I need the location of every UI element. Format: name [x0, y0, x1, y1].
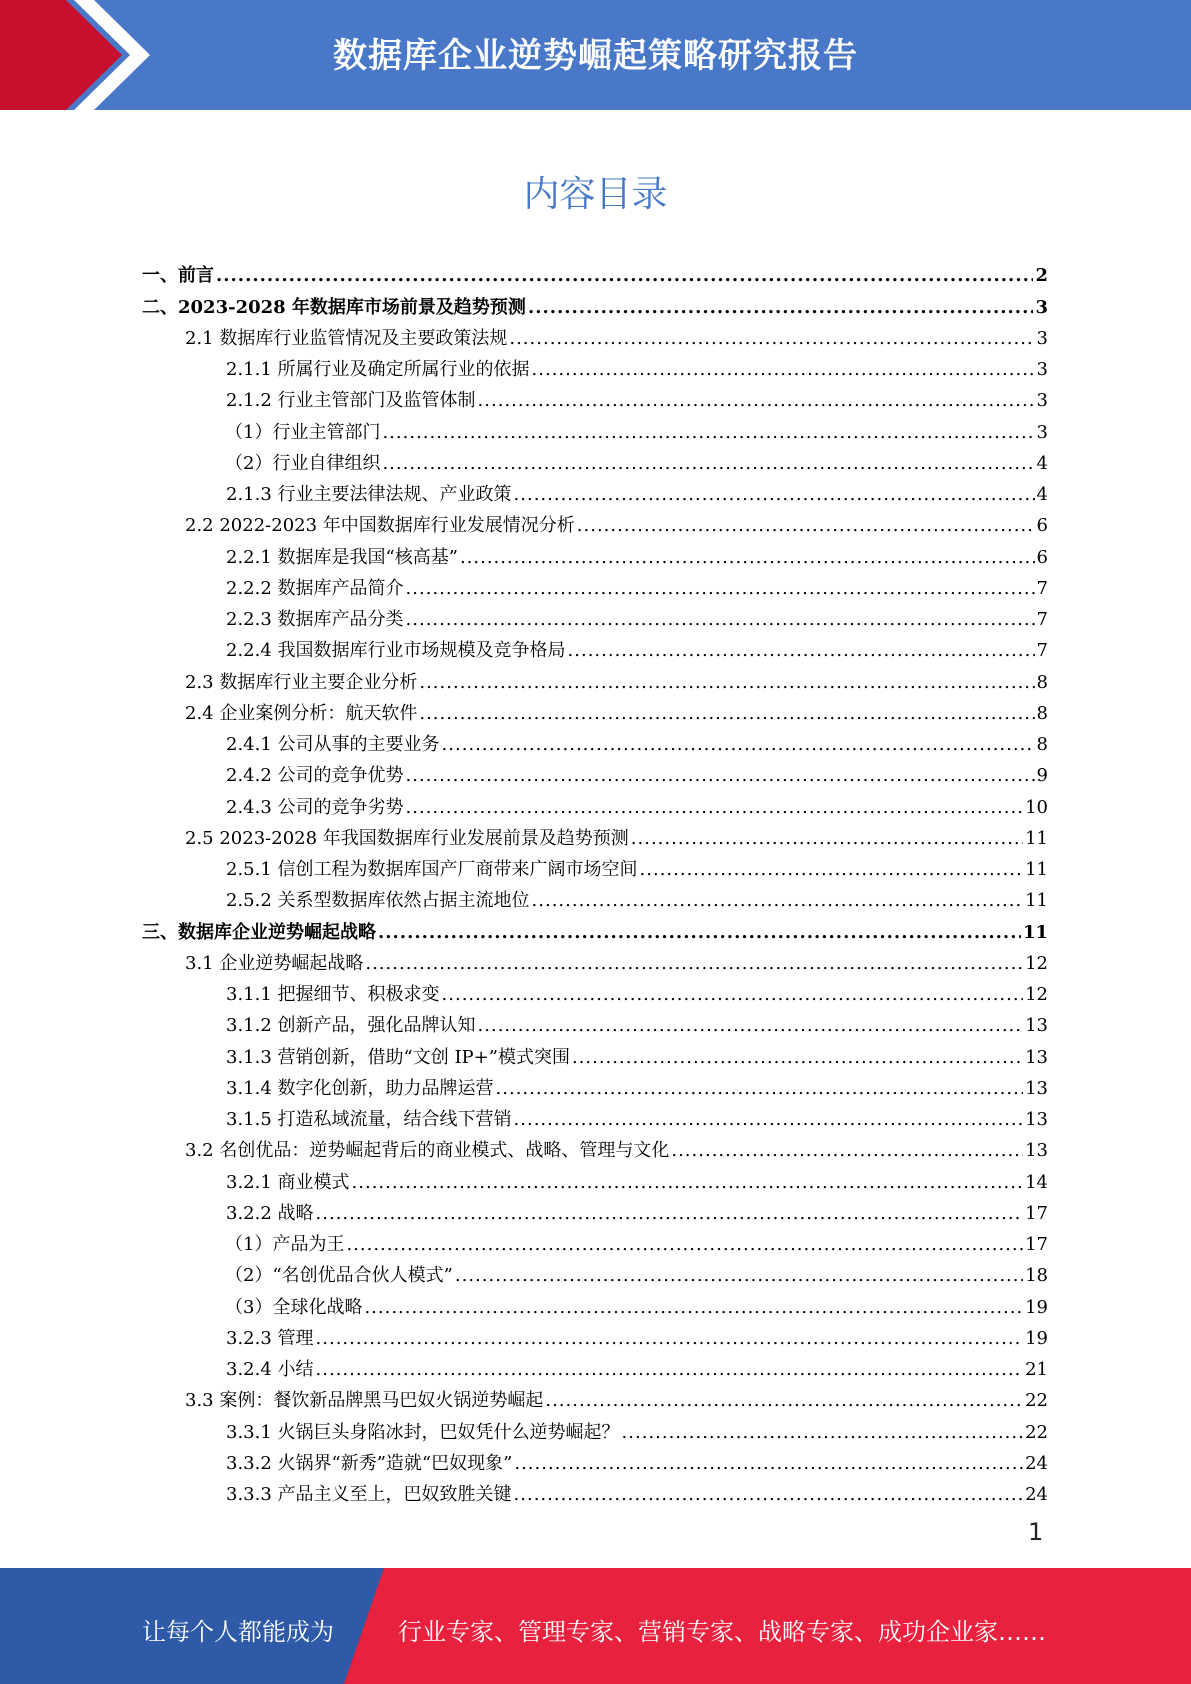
- toc-entry-label: （2）行业自律组织: [225, 452, 381, 474]
- toc-entry-page: 4: [1036, 484, 1048, 505]
- toc-entry-label: 3.2 名创优品：逆势崛起背后的商业模式、战略、管理与文化: [185, 1140, 670, 1162]
- toc-leader-dots: [406, 578, 1035, 600]
- toc-entry-page: 8: [1036, 734, 1048, 755]
- toc-entry-label: 3.1.3 营销创新，借助“文创 IP+”模式突围: [226, 1046, 570, 1068]
- toc-entry-label: 2.1.3 行业主要法律法规、产业政策: [226, 484, 512, 505]
- toc-entry[interactable]: [142, 1475, 1048, 1506]
- footer-slogan-right: 行业专家、管理专家、营销专家、战略专家、成功企业家……: [398, 1618, 1046, 1646]
- toc-leader-dots: [577, 515, 1035, 537]
- toc-entry-label: 一、前言: [142, 265, 214, 287]
- toc-leader-dots: [442, 984, 1024, 1006]
- toc-entry-page: 7: [1036, 577, 1048, 599]
- toc-entry-label: 3.3.3 产品主义至上，巴奴致胜关键: [226, 1484, 512, 1505]
- toc-entry[interactable]: [142, 1350, 1048, 1381]
- toc-leader-dots: [316, 1359, 1024, 1381]
- toc-entry-label: （1）行业主管部门: [225, 421, 381, 443]
- toc-leader-dots: [514, 484, 1035, 506]
- toc-entry-label: 2.1 数据库行业监管情况及主要政策法规: [185, 327, 508, 349]
- toc-entry[interactable]: [142, 881, 1048, 912]
- toc-leader-dots: [478, 390, 1035, 412]
- toc-leader-dots: [572, 1047, 1023, 1069]
- toc-leader-dots: [216, 265, 1033, 287]
- toc-entry-label: 2.2 2022-2023 年中国数据库行业发展情况分析: [185, 515, 575, 537]
- toc-leader-dots: [419, 703, 1034, 725]
- toc-entry-label: 3.1.1 把握细节、积极求变: [226, 984, 440, 1005]
- toc-entry[interactable]: [142, 725, 1048, 756]
- toc-entry[interactable]: [142, 756, 1048, 787]
- toc-entry-label: 2.4.2 公司的竞争优势: [226, 765, 404, 787]
- toc-entry-page: 17: [1025, 1202, 1048, 1224]
- toc-entry[interactable]: [142, 256, 1048, 287]
- toc-leader-dots: [316, 1203, 1024, 1225]
- toc-entry[interactable]: [142, 506, 1048, 537]
- toc-entry[interactable]: [142, 1006, 1048, 1037]
- toc-entry-page: 8: [1036, 671, 1048, 693]
- toc-entry-label: 2.4.1 公司从事的主要业务: [226, 734, 440, 755]
- toc-entry-page: 4: [1036, 452, 1048, 474]
- toc-entry-label: 2.5.2 关系型数据库依然占据主流地位: [226, 890, 530, 912]
- toc-leader-dots: [514, 1484, 1024, 1506]
- toc-entry-label: 2.2.4 我国数据库行业市场规模及竞争格局: [226, 640, 566, 662]
- toc-entry-label: 3.3.2 火锅界“新秀”造就“巴奴现象”: [226, 1452, 513, 1474]
- toc-entry-page: 19: [1025, 1327, 1048, 1349]
- toc-entry[interactable]: [142, 569, 1048, 600]
- toc-entry[interactable]: [142, 350, 1048, 381]
- toc-entry[interactable]: [142, 912, 1048, 943]
- toc-entry-page: 3: [1036, 327, 1048, 349]
- toc-entry-page: 11: [1022, 921, 1048, 943]
- toc-entry-page: 13: [1025, 1140, 1048, 1162]
- toc-entry-page: 6: [1036, 546, 1048, 568]
- toc-entry[interactable]: [142, 819, 1048, 850]
- toc-entry-label: 2.5 2023-2028 年我国数据库行业发展前景及趋势预测: [185, 827, 629, 849]
- toc-leader-dots: [509, 328, 1034, 350]
- toc-entry-page: 11: [1025, 859, 1048, 880]
- toc-leader-dots: [568, 640, 1035, 662]
- toc-leader-dots: [406, 797, 1024, 819]
- toc-entry[interactable]: [142, 537, 1048, 568]
- table-of-contents: [142, 256, 1048, 1506]
- toc-entry[interactable]: [142, 787, 1048, 818]
- toc-leader-dots: [382, 422, 1034, 444]
- toc-leader-dots: [622, 1422, 1024, 1444]
- toc-entry-page: 18: [1025, 1265, 1048, 1287]
- toc-entry-label: 2.2.2 数据库产品简介: [226, 577, 404, 599]
- toc-leader-dots: [528, 297, 1034, 319]
- toc-entry-label: 2.3 数据库行业主要企业分析: [185, 671, 418, 693]
- toc-entry-label: 3.3.1 火锅巨头身陷冰封，巴奴凭什么逆势崛起？: [226, 1421, 620, 1443]
- toc-entry-page: 3: [1035, 296, 1048, 318]
- toc-leader-dots: [631, 828, 1023, 850]
- toc-entry-label: 2.1.2 行业主管部门及监管体制: [226, 390, 476, 412]
- toc-leader-dots: [532, 890, 1024, 912]
- toc-entry[interactable]: [142, 1225, 1048, 1256]
- toc-entry-label: 三、数据库企业逆势崛起战略: [142, 921, 376, 943]
- toc-entry[interactable]: [142, 412, 1048, 443]
- toc-entry[interactable]: [142, 1319, 1048, 1350]
- toc-entry-label: 2.5.1 信创工程为数据库国产厂商带来广阔市场空间: [226, 859, 638, 880]
- toc-entry[interactable]: [142, 694, 1048, 725]
- toc-entry[interactable]: [142, 381, 1048, 412]
- toc-entry-page: 10: [1025, 796, 1048, 818]
- toc-leader-dots: [346, 1234, 1023, 1256]
- toc-entry-page: 14: [1025, 1171, 1048, 1193]
- toc-entry-label: （1）产品为王: [225, 1234, 345, 1255]
- page-footer: [0, 1568, 1191, 1684]
- toc-entry-label: 3.1.5 打造私域流量，结合线下营销: [226, 1109, 512, 1130]
- toc-entry-label: 3.2.1 商业模式: [226, 1171, 350, 1193]
- toc-entry-page: 6: [1036, 515, 1048, 537]
- toc-entry-page: 3: [1036, 390, 1048, 412]
- toc-entry-page: 21: [1025, 1359, 1048, 1380]
- toc-leader-dots: [532, 359, 1035, 381]
- toc-entry-page: 7: [1036, 640, 1048, 662]
- toc-entry-label: 3.1.2 创新产品，强化品牌认知: [226, 1015, 476, 1037]
- toc-entry-label: 2.4.3 公司的竞争劣势: [226, 796, 404, 818]
- page-header: [0, 0, 1191, 110]
- toc-entry-page: 17: [1025, 1234, 1048, 1255]
- toc-entry[interactable]: [142, 1412, 1048, 1443]
- toc-leader-dots: [364, 1297, 1023, 1319]
- toc-entry-label: 3.3 案例：餐饮新品牌黑马巴奴火锅逆势崛起: [185, 1390, 544, 1412]
- toc-entry-page: 22: [1025, 1390, 1048, 1412]
- toc-entry-page: 13: [1025, 1046, 1048, 1068]
- toc-entry-page: 11: [1025, 827, 1048, 849]
- toc-entry-page: 2: [1035, 265, 1048, 287]
- footer-slogan-left: 让每个人都能成为: [142, 1618, 334, 1646]
- header-title: 数据库企业逆势崛起策略研究报告: [333, 36, 858, 76]
- toc-leader-dots: [382, 453, 1034, 475]
- toc-entry-page: 24: [1025, 1452, 1048, 1474]
- toc-entry[interactable]: [142, 1069, 1048, 1100]
- toc-leader-dots: [406, 765, 1035, 787]
- toc-entry-page: 13: [1025, 1015, 1048, 1037]
- toc-entry-page: 13: [1025, 1077, 1048, 1099]
- toc-entry[interactable]: [142, 1162, 1048, 1193]
- toc-entry-page: 13: [1025, 1109, 1048, 1130]
- toc-leader-dots: [419, 672, 1034, 694]
- toc-entry[interactable]: [142, 475, 1048, 506]
- toc-entry-page: 3: [1036, 359, 1048, 380]
- toc-entry[interactable]: [142, 287, 1048, 318]
- toc-entry-label: 2.4 企业案例分析：航天软件: [185, 702, 418, 724]
- toc-leader-dots: [352, 1172, 1024, 1194]
- toc-entry-page: 3: [1036, 421, 1048, 443]
- toc-entry-page: 11: [1025, 890, 1048, 912]
- toc-entry-label: 3.2.2 战略: [226, 1202, 314, 1224]
- toc-entry-page: 8: [1036, 702, 1048, 724]
- toc-entry[interactable]: [142, 1256, 1048, 1287]
- toc-leader-dots: [640, 859, 1024, 881]
- toc-entry-page: 22: [1025, 1421, 1048, 1443]
- toc-entry-label: （2）“名创优品合伙人模式”: [225, 1265, 453, 1287]
- toc-entry[interactable]: [142, 975, 1048, 1006]
- toc-entry-label: 3.1 企业逆势崛起战略: [185, 952, 364, 974]
- toc-entry-label: 2.2.1 数据库是我国“核高基”: [226, 546, 458, 568]
- toc-leader-dots: [460, 547, 1035, 569]
- toc-entry-label: 3.1.4 数字化创新，助力品牌运营: [226, 1077, 494, 1099]
- toc-leader-dots: [442, 734, 1035, 756]
- toc-leader-dots: [406, 609, 1035, 631]
- toc-entry[interactable]: [142, 631, 1048, 662]
- toc-entry-label: 2.1.1 所属行业及确定所属行业的依据: [226, 359, 530, 380]
- toc-entry-page: 9: [1036, 765, 1048, 787]
- toc-entry[interactable]: [142, 600, 1048, 631]
- toc-entry[interactable]: [142, 444, 1048, 475]
- toc-entry-label: 3.2.3 管理: [226, 1327, 314, 1349]
- toc-entry-page: 7: [1036, 609, 1048, 630]
- toc-entry-label: 二、2023-2028 年数据库市场前景及趋势预测: [142, 296, 526, 318]
- toc-entry-page: 12: [1025, 984, 1048, 1005]
- toc-leader-dots: [671, 1140, 1023, 1162]
- toc-entry[interactable]: [142, 1131, 1048, 1162]
- toc-leader-dots: [378, 922, 1021, 944]
- toc-leader-dots: [365, 953, 1023, 975]
- toc-entry[interactable]: [142, 1287, 1048, 1318]
- toc-entry-label: 3.2.4 小结: [226, 1359, 314, 1380]
- toc-entry[interactable]: [142, 1100, 1048, 1131]
- toc-leader-dots: [478, 1015, 1024, 1037]
- toc-entry[interactable]: [142, 850, 1048, 881]
- toc-entry-page: 19: [1025, 1296, 1048, 1318]
- toc-entry-label: （3）全球化战略: [225, 1296, 363, 1318]
- toc-leader-dots: [514, 1453, 1023, 1475]
- toc-leader-dots: [455, 1265, 1023, 1287]
- toc-entry[interactable]: [142, 319, 1048, 350]
- toc-entry[interactable]: [142, 944, 1048, 975]
- toc-entry[interactable]: [142, 1444, 1048, 1475]
- toc-entry[interactable]: [142, 1037, 1048, 1068]
- page-number: 1: [1028, 1518, 1044, 1546]
- toc-leader-dots: [545, 1390, 1023, 1412]
- toc-leader-dots: [496, 1078, 1024, 1100]
- toc-entry-page: 12: [1025, 952, 1048, 974]
- toc-leader-dots: [514, 1109, 1024, 1131]
- toc-leader-dots: [316, 1328, 1024, 1350]
- toc-entry-page: 24: [1025, 1484, 1048, 1505]
- toc-entry[interactable]: [142, 662, 1048, 693]
- toc-entry-label: 2.2.3 数据库产品分类: [226, 609, 404, 630]
- toc-entry[interactable]: [142, 1194, 1048, 1225]
- toc-entry[interactable]: [142, 1381, 1048, 1412]
- toc-title: 内容目录: [523, 174, 668, 215]
